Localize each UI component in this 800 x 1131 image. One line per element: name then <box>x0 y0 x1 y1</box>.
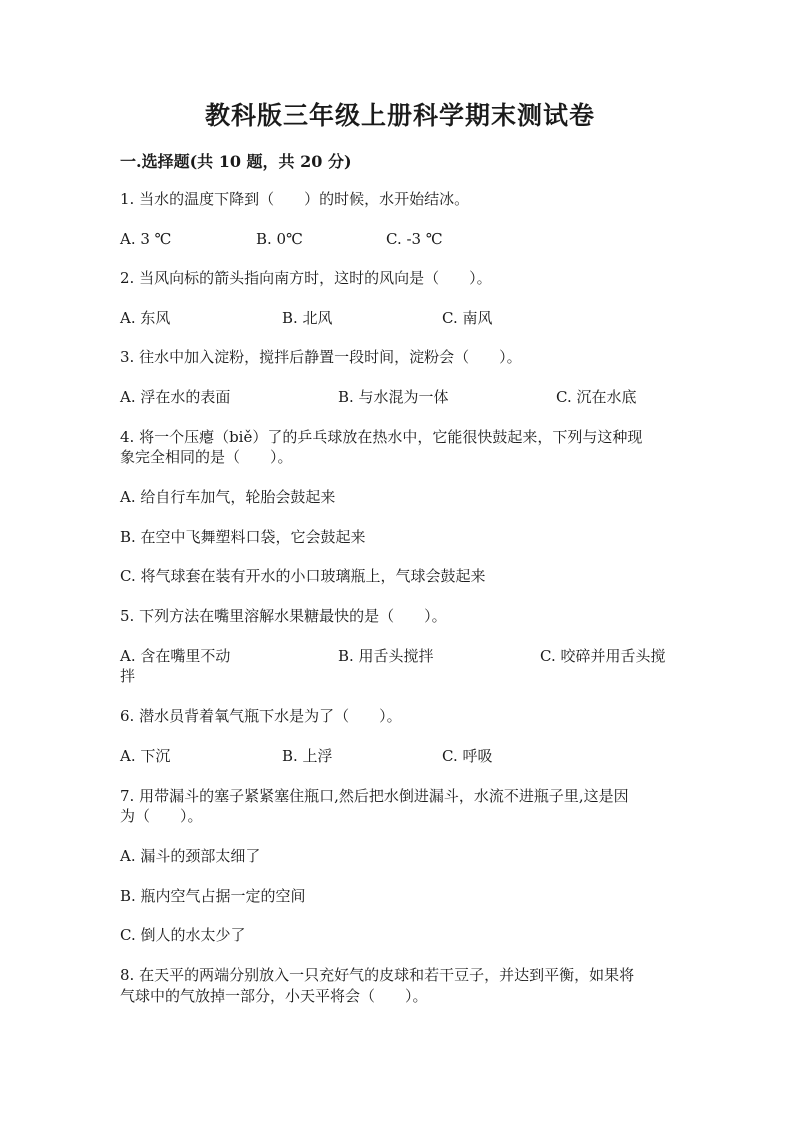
question-5-option-a: A. 含在嘴里不动 <box>120 647 231 665</box>
question-2-option-a: A. 东风 <box>120 309 171 327</box>
question-3-option-b: B. 与水混为一体 <box>338 388 449 406</box>
question-7-stem-line-2: 为（ ）。 <box>120 807 203 825</box>
question-4-option-a: A. 给自行车加气，轮胎会鼓起来 <box>120 488 336 506</box>
question-1-option-a: A. 3 ℃ <box>120 230 172 248</box>
section-heading: 一.选择题(共 10 题，共 20 分) <box>120 152 352 171</box>
question-2-option-b: B. 北风 <box>282 309 333 327</box>
question-2-option-c: C. 南风 <box>442 309 493 327</box>
question-5-option-b: B. 用舌头搅拌 <box>338 647 434 665</box>
question-3-stem: 3. 往水中加入淀粉，搅拌后静置一段时间，淀粉会（ ）。 <box>120 348 522 366</box>
question-4-option-c: C. 将气球套在装有开水的小口玻璃瓶上，气球会鼓起来 <box>120 567 486 585</box>
question-4-stem-line-1: 4. 将一个压瘪（biě）了的乒乓球放在热水中，它能很快鼓起来，下列与这种现 <box>120 428 643 446</box>
question-4-option-b: B. 在空中飞舞塑料口袋，它会鼓起来 <box>120 528 366 546</box>
question-8-stem-line-2: 气球中的气放掉一部分，小天平将会（ ）。 <box>120 987 428 1005</box>
question-6-option-b: B. 上浮 <box>282 747 333 765</box>
question-6-option-a: A. 下沉 <box>120 747 171 765</box>
question-3-option-c: C. 沉在水底 <box>556 388 637 406</box>
question-7-option-b: B. 瓶内空气占据一定的空间 <box>120 887 306 905</box>
page-title: 教科版三年级上册科学期末测试卷 <box>204 101 595 130</box>
question-6-option-c: C. 呼吸 <box>442 747 493 765</box>
question-7-option-a: A. 漏斗的颈部太细了 <box>120 847 261 865</box>
question-4-stem-line-2: 象完全相同的是（ ）。 <box>120 448 293 466</box>
question-5-option-c: C. 咬碎并用舌头搅 <box>540 647 666 665</box>
question-6-stem: 6. 潜水员背着氧气瓶下水是为了（ ）。 <box>120 707 402 725</box>
question-1-option-b: B. 0℃ <box>256 230 303 248</box>
question-2-stem: 2. 当风向标的箭头指向南方时，这时的风向是（ ）。 <box>120 269 492 287</box>
question-7-option-c: C. 倒人的水太少了 <box>120 926 246 944</box>
question-8-stem-line-1: 8. 在天平的两端分别放入一只充好气的皮球和若干豆子，并达到平衡，如果将 <box>120 966 635 984</box>
question-1-option-c: C. -3 ℃ <box>386 230 443 248</box>
question-7-stem-line-1: 7. 用带漏斗的塞子紧紧塞住瓶口,然后把水倒进漏斗，水流不进瓶子里,这是因 <box>120 787 629 805</box>
question-5-option-c-wrap: 拌 <box>120 667 136 685</box>
question-3-option-a: A. 浮在水的表面 <box>120 388 231 406</box>
question-1-stem: 1. 当水的温度下降到（ ）的时候，水开始结冰。 <box>120 190 470 208</box>
question-5-stem: 5. 下列方法在嘴里溶解水果糖最快的是（ ）。 <box>120 607 447 625</box>
